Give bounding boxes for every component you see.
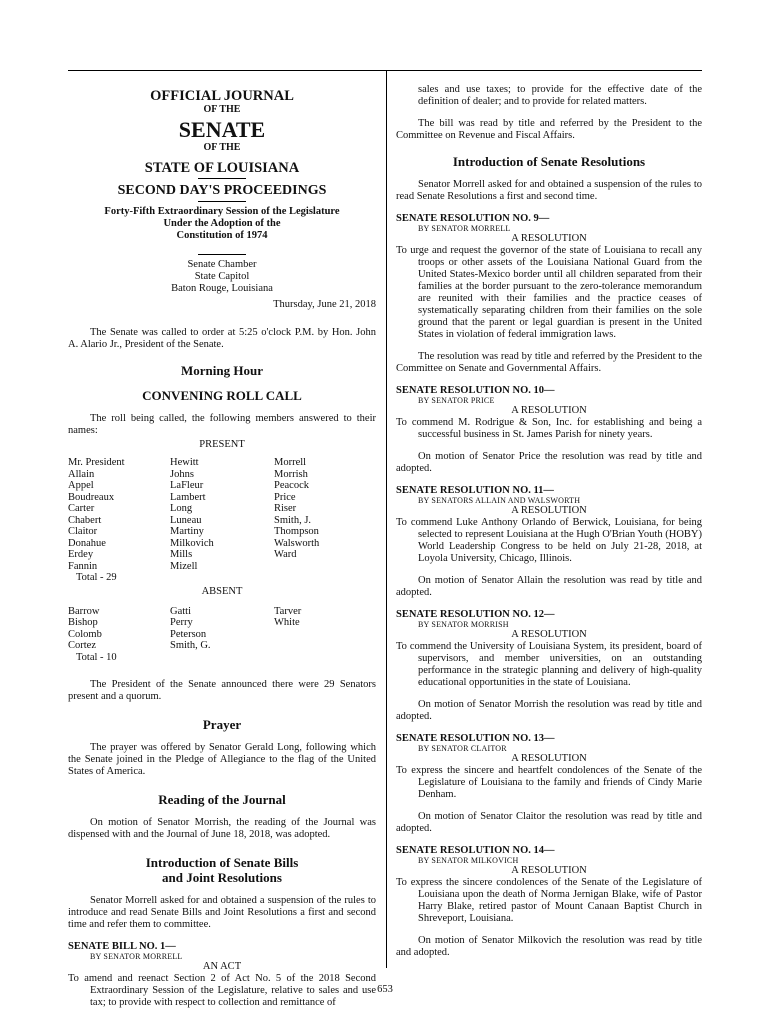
resolution-text: To commend M. Rodrigue & Son, Inc. for establishing and being a successful business in St. James Parish for ninety years.: [396, 417, 702, 440]
page-number: 653: [377, 984, 393, 995]
session-line: Forty-Fifth Extraordinary Session of the Legislature: [104, 206, 340, 217]
member-name: LaFleur: [170, 480, 204, 491]
resolution-action: On motion of Senator Allain the resolution was read by title and adopted.: [396, 575, 702, 598]
of-the-label: OF THE: [203, 142, 241, 153]
member-name: Martiny: [170, 526, 204, 537]
resolution: [396, 485, 702, 599]
resolution-heading: SENATE RESOLUTION NO. 12—: [396, 609, 555, 620]
resolution: [396, 609, 702, 723]
divider: [198, 254, 246, 255]
state-title: STATE OF LOUISIANA: [144, 160, 300, 176]
location-line: Senate Chamber: [187, 259, 257, 270]
roll-total: Total - 29: [76, 572, 117, 583]
resolution-text: To commend Luke Anthony Orlando of Berwick, Louisiana, for being selected to represent Louisiana at the Hugh O'Brian Youth (HOBY) World Leadership Congress to be held on July 21-28, 2018, at Loyola University, Chicago, Illinois.: [396, 517, 702, 564]
member-name: Tarver: [274, 605, 302, 617]
section-heading: Morning Hour: [181, 363, 263, 378]
resolution-action: On motion of Senator Price the resolution was read by title and adopted.: [396, 451, 702, 474]
bill-author: BY SENATOR MORRELL: [90, 952, 183, 961]
top-rule: [68, 70, 702, 71]
resolution-kind: A RESOLUTION: [511, 405, 587, 416]
roll-column: [170, 457, 274, 584]
member-name: Perry: [170, 617, 193, 628]
member-name: Thompson: [274, 526, 319, 537]
member-name: Boudreaux: [68, 491, 115, 503]
bill-referral: The bill was read by title and referred by the President to the Committee on Revenue and Fiscal Affairs.: [396, 118, 702, 141]
resolution-heading: SENATE RESOLUTION NO. 13—: [396, 733, 555, 744]
section-heading: Prayer: [202, 717, 242, 732]
senate-title: SENATE: [178, 117, 266, 142]
member-name: Price: [274, 491, 296, 503]
roll-column: [274, 457, 374, 584]
resolution-action: On motion of Senator Claitor the resolution was read by title and adopted.: [396, 811, 702, 834]
resolution-author: BY SENATORS ALLAIN AND WALSWORTH: [418, 496, 581, 505]
reading-text: On motion of Senator Morrish, the reading of the Journal was dispensed with and the Journal of June 18, 2018, was adopted.: [68, 817, 376, 840]
member-name: Colomb: [68, 628, 102, 640]
member-name: Walsworth: [274, 537, 320, 549]
section-heading: CONVENING ROLL CALL: [142, 388, 302, 403]
roll-column: [274, 606, 374, 664]
bill-kind: AN ACT: [202, 961, 242, 972]
resolution-heading: SENATE RESOLUTION NO. 9—: [396, 213, 550, 224]
location-line: Baton Rouge, Louisiana: [171, 283, 273, 294]
member-name: Mr. President: [68, 457, 125, 468]
member-name: Morrell: [274, 457, 307, 468]
member-name: Fannin: [68, 560, 98, 572]
member-name: Hewitt: [170, 457, 199, 468]
roll-intro: The roll being called, the following members answered to their names:: [68, 413, 376, 436]
divider: [198, 178, 246, 179]
resolution-text: To express the sincere condolences of the Senate of the Legislature of Louisiana upon the death of Norma Jernigan Blake, wife of Pastor Harry Blake, retired pastor of Mount Canaan Baptist Church in Shreveport, Louisiana.: [396, 877, 702, 924]
of-the-label: OF THE: [203, 104, 241, 115]
member-name: Peacock: [274, 480, 309, 491]
member-name: Carter: [68, 503, 95, 514]
resolution-action: On motion of Senator Morrish the resolution was read by title and adopted.: [396, 699, 702, 722]
section-heading: Reading of the Journal: [158, 792, 286, 807]
member-name: Claitor: [68, 526, 98, 537]
quorum-text: The President of the Senate announced there were 29 Senators present and a quorum.: [68, 679, 376, 702]
member-name: Donahue: [68, 537, 106, 549]
column-divider: [386, 70, 387, 968]
resolution-author: BY SENATOR PRICE: [418, 396, 495, 405]
member-name: Appel: [68, 480, 94, 491]
session-line: Constitution of 1974: [176, 230, 268, 241]
member-name: Cortez: [68, 640, 96, 651]
resolution-author: BY SENATOR MORRELL: [418, 224, 511, 233]
resolution-kind: A RESOLUTION: [511, 753, 587, 764]
resolution-action: The resolution was read by title and referred by the President to the Committee on Senate and Governmental Affairs.: [396, 351, 702, 374]
member-name: Gatti: [170, 605, 191, 617]
bill-heading: SENATE BILL NO. 1—: [68, 941, 176, 952]
resolution-author: BY SENATOR MILKOVICH: [418, 856, 519, 865]
member-name: White: [274, 617, 300, 628]
section-heading: Introduction of Senate Resolutions: [452, 154, 646, 169]
member-name: Peterson: [170, 628, 207, 640]
member-name: Lambert: [170, 491, 206, 503]
member-name: Chabert: [68, 514, 102, 526]
member-name: Smith, G.: [170, 640, 211, 651]
member-name: Mills: [170, 549, 193, 560]
resolution-text: To express the sincere and heartfelt condolences of the Senate of the Legislature of Louisiana to the family and friends of Cindy Marie Denham.: [396, 765, 702, 800]
bill-text-continued: sales and use taxes; to provide for the effective date of the definition of dealer; and to provide for related matters.: [418, 84, 702, 107]
member-name: Luneau: [170, 514, 202, 526]
resolution: [396, 213, 702, 375]
resolution-text: To commend the University of Louisiana System, its president, board of supervisors, and member universities, on an outstanding performance in the strategic planning and delivery of high-quality educational opportunities in the state of Louisiana.: [396, 641, 702, 688]
member-name: Barrow: [68, 605, 100, 617]
resolution-action: On motion of Senator Milkovich the resolution was read by title and adopted.: [396, 935, 702, 958]
resolution-kind: A RESOLUTION: [511, 629, 587, 640]
resolution: [396, 733, 702, 835]
session-line: Under the Adoption of the: [163, 218, 281, 229]
absent-roll: [68, 606, 376, 664]
member-name: Riser: [274, 503, 297, 514]
resolution-author: BY SENATOR MORRISH: [418, 620, 509, 629]
proceedings-title: SECOND DAY'S PROCEEDINGS: [117, 183, 327, 198]
member-name: Erdey: [68, 549, 94, 560]
member-name: Long: [170, 503, 193, 514]
member-name: Allain: [68, 468, 95, 480]
roll-column: [68, 457, 170, 584]
divider: [198, 201, 246, 202]
journal-title: OFFICIAL JOURNAL: [150, 88, 294, 104]
intro-bills-text: Senator Morrell asked for and obtained a suspension of the rules to introduce and read Senate Bills and Joint Resolutions a first and second time and refer them to committee.: [68, 895, 376, 930]
prayer-text: The prayer was offered by Senator Gerald Long, following which the Senate joined in the Pledge of Allegiance to the flag of the United States of America.: [68, 742, 376, 777]
resolution-heading: SENATE RESOLUTION NO. 10—: [396, 385, 555, 396]
member-name: Morrish: [274, 468, 308, 480]
resolution-kind: A RESOLUTION: [511, 505, 587, 516]
resolution-heading: SENATE RESOLUTION NO. 11—: [396, 485, 554, 496]
present-roll: [68, 457, 376, 584]
resolution-kind: A RESOLUTION: [511, 233, 587, 244]
roll-total: Total - 10: [76, 651, 117, 663]
resolution-heading: SENATE RESOLUTION NO. 14—: [396, 845, 555, 856]
member-name: Milkovich: [170, 537, 214, 549]
bill-text: To amend and reenact Section 2 of Act No. 5 of the 2018 Second Extraordinary Session of the Legislature, relative to sales and use tax; to provide with respect to collection and remittance of: [68, 973, 376, 1008]
location-line: State Capitol: [194, 271, 250, 282]
absent-label: ABSENT: [201, 585, 243, 597]
member-name: Johns: [170, 468, 194, 480]
present-label: PRESENT: [199, 439, 245, 450]
roll-column: [68, 606, 170, 664]
section-heading: and Joint Resolutions: [162, 870, 282, 885]
resolution: [396, 385, 702, 475]
resolution-author: BY SENATOR CLAITOR: [418, 744, 507, 753]
member-name: Mizell: [170, 560, 198, 572]
section-heading: Introduction of Senate Bills: [145, 855, 299, 870]
session-date: Thursday, June 21, 2018: [273, 299, 376, 310]
right-column: [396, 84, 702, 959]
roll-column: [170, 606, 274, 664]
intro-resolutions-text: Senator Morrell asked for and obtained a suspension of the rules to read Senate Resolutions a first and second time.: [396, 179, 702, 202]
resolution: [396, 845, 702, 959]
member-name: Bishop: [68, 617, 98, 628]
member-name: Ward: [274, 549, 297, 560]
resolution-text: To urge and request the governor of the state of Louisiana to recall any troops or other assets of the Louisiana National Guard from the United States-Mexico border until all children separated from their families at the border pursuant to the zero-tolerance memorandum are reunited with their families and the practice ceases of systematically separating children from their families on the sole ground that the parent or legal guardian is present in the United States in violation of federal immigration laws.: [396, 245, 702, 340]
call-to-order: The Senate was called to order at 5:25 o'clock P.M. by Hon. John A. Alario Jr., President of the Senate.: [68, 327, 376, 350]
left-column: [68, 84, 376, 1009]
resolution-kind: A RESOLUTION: [511, 865, 587, 876]
masthead: [68, 88, 376, 295]
member-name: Smith, J.: [274, 514, 312, 526]
